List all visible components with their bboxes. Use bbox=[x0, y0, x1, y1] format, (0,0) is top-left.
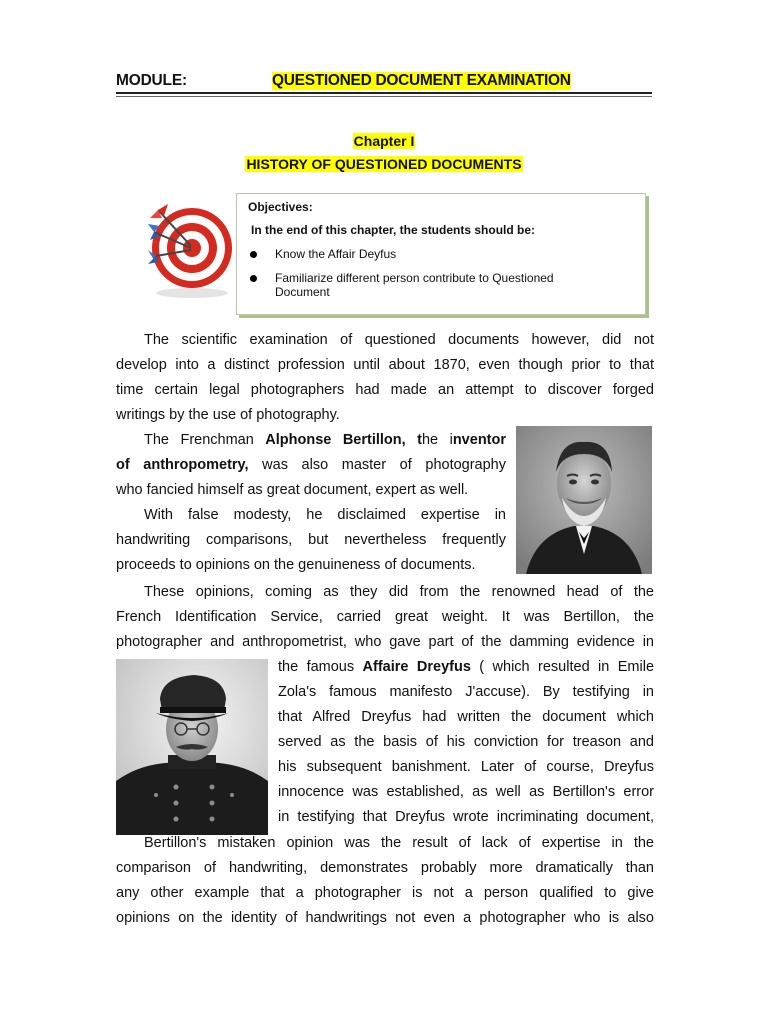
alfred-dreyfus-photo bbox=[116, 659, 268, 835]
alphonse-bertillon-photo bbox=[516, 426, 652, 574]
bullet-icon bbox=[250, 275, 257, 282]
module-label: MODULE: bbox=[116, 72, 187, 89]
header-rule bbox=[116, 92, 652, 94]
objectives-intro: In the end of this chapter, the students should be: bbox=[251, 223, 536, 237]
bullet-icon bbox=[250, 251, 257, 258]
objective-item: Familiarize different person contribute to Questioned Document bbox=[250, 271, 620, 301]
chapter-number: Chapter I bbox=[353, 133, 415, 149]
header-rule-thin bbox=[116, 96, 652, 97]
target-icon bbox=[144, 196, 234, 300]
module-title: QUESTIONED DOCUMENT EXAMINATION bbox=[272, 72, 571, 89]
objectives-heading: Objectives: bbox=[248, 200, 313, 214]
chapter-title: HISTORY OF QUESTIONED DOCUMENTS bbox=[246, 156, 522, 172]
objective-item: Know the Affair Deyfus bbox=[250, 247, 620, 263]
